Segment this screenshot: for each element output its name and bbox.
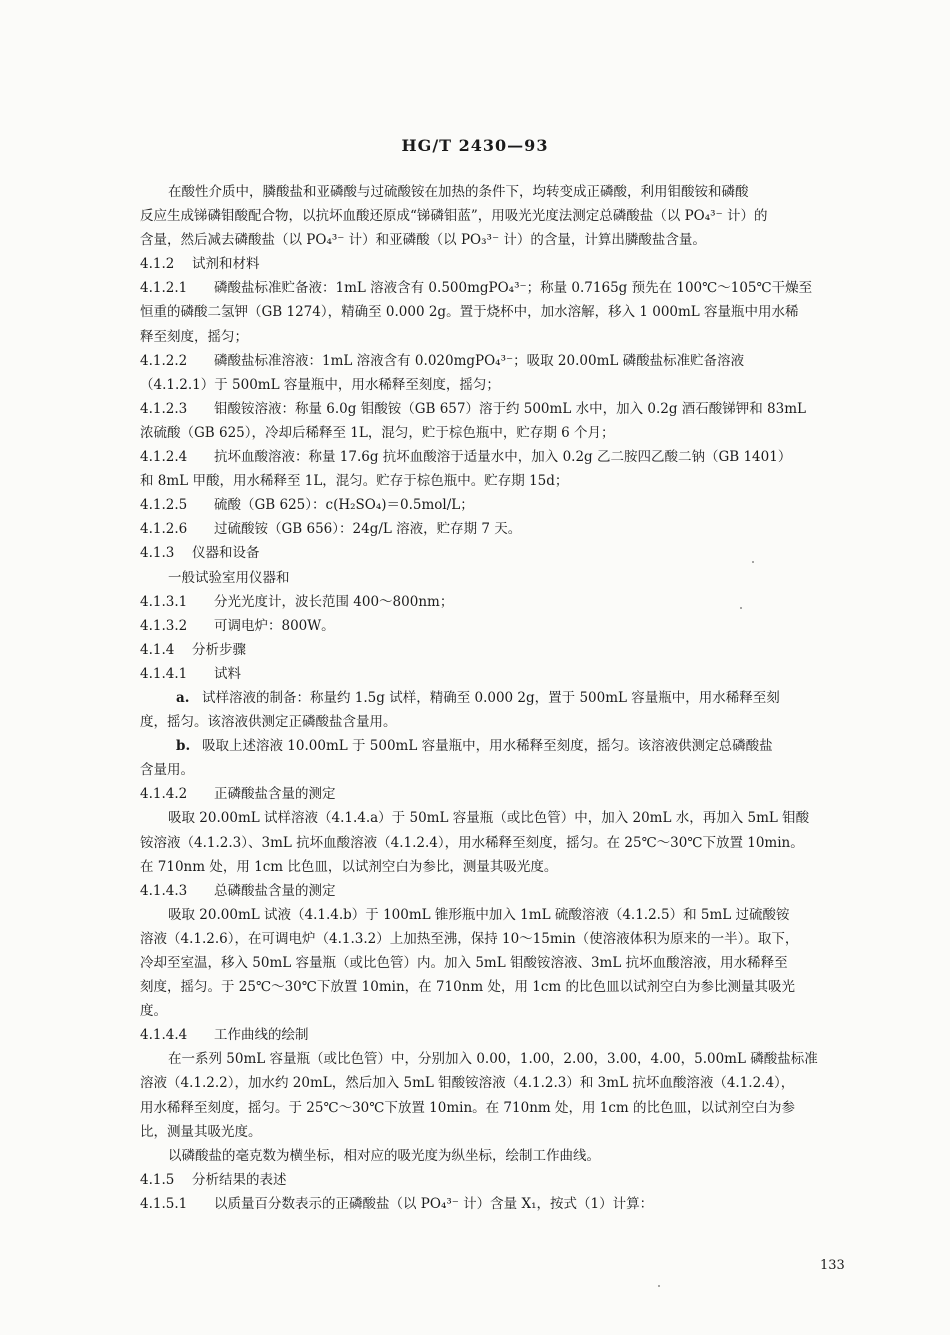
clause-line: 含量用。 bbox=[140, 762, 194, 779]
clause-line bbox=[140, 590, 862, 614]
clause-line bbox=[140, 517, 862, 541]
clause-number: 4.1.2.6 bbox=[140, 521, 188, 538]
list-item-b bbox=[140, 734, 862, 758]
clause-line: 浓硫酸（GB 625），冷却后稀释至 1L，混匀，贮于棕色瓶中，贮存期 6 个月； bbox=[140, 424, 615, 441]
clause-line: 度。 bbox=[140, 1003, 167, 1020]
clause-line: 比，测量其吸光度。 bbox=[140, 1123, 262, 1140]
clause-line: 度，摇匀。该溶液供测定正磷酸盐含量用。 bbox=[140, 714, 397, 731]
list-text: 吸取上述溶液 10.00mL 于 500mL 容量瓶中，用水稀释至刻度，摇匀。该溶液供测定总磷酸盐 bbox=[202, 738, 773, 755]
clause-line: 用水稀释至刻度，摇匀。于 25℃～30℃下放置 10min。在 710nm 处，用 1cm 的比色皿，以试剂空白为参 bbox=[140, 1099, 796, 1116]
clause-number: 4.1.2.3 bbox=[140, 400, 188, 417]
clause-text: 磷酸盐标准溶液：1mL 溶液含有 0.020mgPO₄³⁻；吸取 20.00mL 磷酸盐标准贮备溶液 bbox=[214, 352, 745, 369]
intro-line: 含量，然后减去磷酸盐（以 PO₄³⁻ 计）和亚磷酸（以 PO₃³⁻ 计）的含量，计算出膦酸盐含量。 bbox=[140, 232, 706, 249]
clause-text: 可调电炉：800W。 bbox=[214, 617, 335, 634]
section-number: 4.1.5 bbox=[140, 1171, 175, 1188]
section-heading bbox=[140, 638, 862, 662]
page-number: 133 bbox=[820, 1258, 845, 1273]
clause-line: 溶液（4.1.2.6），在可调电炉（4.1.3.2）上加热至沸，保持 10～15min（使溶液体积为原来的一半）。取下， bbox=[140, 930, 799, 947]
clause-title: 试料 bbox=[214, 665, 241, 682]
clause-number: 4.1.2.2 bbox=[140, 352, 188, 369]
clause-line: 在 710nm 处，用 1cm 比色皿，以试剂空白为参比，测量其吸光度。 bbox=[140, 858, 558, 875]
clause-line: 释至刻度，摇匀； bbox=[140, 328, 248, 345]
clause-line: 吸取 20.00mL 试样溶液（4.1.4.a）于 50mL 容量瓶（或比色管）中，加入 20mL 水，再加入 5mL 钼酸 bbox=[168, 810, 810, 827]
section-number: 4.1.4 bbox=[140, 641, 175, 658]
clause-line: 铵溶液（4.1.2.3）、3mL 抗坏血酸溶液（4.1.2.4），用水稀释至刻度，摇匀。在 25℃～30℃下放置 10min。 bbox=[140, 834, 804, 851]
scan-speck bbox=[740, 607, 742, 609]
clause-line bbox=[140, 445, 862, 469]
section-title: 分析步骤 bbox=[192, 641, 246, 658]
clause-line: 一般试验室用仪器和 bbox=[168, 569, 290, 586]
section-title: 试剂和材料 bbox=[192, 256, 260, 273]
section-title: 分析结果的表述 bbox=[192, 1171, 287, 1188]
clause-line bbox=[140, 276, 862, 300]
list-item-a bbox=[140, 686, 862, 710]
section-heading bbox=[140, 1168, 862, 1192]
clause-line bbox=[140, 349, 862, 373]
clause-title: 正磷酸盐含量的测定 bbox=[214, 786, 336, 803]
clause-number: 4.1.5.1 bbox=[140, 1195, 188, 1212]
clause-text: 以质量百分数表示的正磷酸盐（以 PO₄³⁻ 计）含量 X₁，按式（1）计算： bbox=[214, 1195, 654, 1212]
section-heading bbox=[140, 252, 862, 276]
clause-line: 恒重的磷酸二氢钾（GB 1274），精确至 0.000 2g。置于烧杯中，加水溶解，移入 1 000mL 容量瓶中用水稀 bbox=[140, 304, 799, 321]
clause-number: 4.1.2.1 bbox=[140, 280, 188, 297]
standard-code-header: HG/T 2430—93 bbox=[401, 136, 549, 155]
clause-line bbox=[140, 397, 862, 421]
clause-number: 4.1.2.4 bbox=[140, 449, 188, 466]
subsection-heading bbox=[140, 782, 862, 806]
clause-title: 工作曲线的绘制 bbox=[214, 1027, 309, 1044]
clause-text: 硫酸（GB 625）：c(H₂SO₄)＝0.5mol/L； bbox=[214, 497, 474, 514]
scan-speck bbox=[658, 1285, 660, 1287]
section-number: 4.1.3 bbox=[140, 545, 175, 562]
list-label: b. bbox=[176, 738, 191, 755]
clause-text: 钼酸铵溶液：称量 6.0g 钼酸铵（GB 657）溶于约 500mL 水中，加入 0.2g 酒石酸锑钾和 83mL bbox=[214, 400, 807, 417]
clause-line bbox=[140, 493, 862, 517]
clause-text: 磷酸盐标准贮备液：1mL 溶液含有 0.500mgPO₄³⁻；称量 0.7165g 预先在 100℃～105℃干燥至 bbox=[214, 280, 813, 297]
clause-text: 抗坏血酸溶液：称量 17.6g 抗坏血酸溶于适量水中，加入 0.2g 乙二胺四乙酸二钠（GB 1401） bbox=[214, 449, 792, 466]
clause-text: 过硫酸铵（GB 656）：24g/L 溶液，贮存期 7 天。 bbox=[214, 521, 522, 538]
section-title: 仪器和设备 bbox=[192, 545, 260, 562]
clause-text: 分光光度计，波长范围 400～800nm； bbox=[214, 593, 454, 610]
clause-number: 4.1.4.4 bbox=[140, 1027, 188, 1044]
clause-number: 4.1.3.1 bbox=[140, 593, 188, 610]
clause-number: 4.1.4.3 bbox=[140, 882, 188, 899]
clause-number: 4.1.4.2 bbox=[140, 786, 188, 803]
clause-number: 4.1.3.2 bbox=[140, 617, 188, 634]
clause-line: 和 8mL 甲酸，用水稀释至 1L，混匀。贮存于棕色瓶中。贮存期 15d； bbox=[140, 473, 569, 490]
subsection-heading bbox=[140, 1023, 862, 1047]
clause-number: 4.1.2.5 bbox=[140, 497, 188, 514]
subsection-heading bbox=[140, 879, 862, 903]
clause-line: 刻度，摇匀。于 25℃～30℃下放置 10min，在 710nm 处，用 1cm 的比色皿以试剂空白为参比测量其吸光 bbox=[140, 979, 796, 996]
clause-line: 在一系列 50mL 容量瓶（或比色管）中，分别加入 0.00，1.00，2.00，3.00，4.00，5.00mL 磷酸盐标准 bbox=[168, 1051, 818, 1068]
clause-line bbox=[140, 614, 862, 638]
section-number: 4.1.2 bbox=[140, 256, 175, 273]
clause-title: 总磷酸盐含量的测定 bbox=[214, 882, 336, 899]
clause-line bbox=[140, 1192, 862, 1216]
clause-line: 冷却至室温，移入 50mL 容量瓶（或比色管）内。加入 5mL 钼酸铵溶液、3mL 抗坏血酸溶液，用水稀释至 bbox=[140, 955, 788, 971]
clause-line: 溶液（4.1.2.2），加水约 20mL，然后加入 5mL 钼酸铵溶液（4.1.2.3）和 3mL 抗坏血酸溶液（4.1.2.4）， bbox=[140, 1075, 795, 1092]
scan-speck bbox=[752, 561, 754, 563]
clause-line: 吸取 20.00mL 试液（4.1.4.b）于 100mL 锥形瓶中加入 1mL 硫酸溶液（4.1.2.5）和 5mL 过硫酸铵 bbox=[168, 906, 790, 923]
subsection-heading bbox=[140, 662, 862, 686]
list-text: 试样溶液的制备：称量约 1.5g 试样，精确至 0.000 2g，置于 500mL 容量瓶中，用水稀释至刻 bbox=[202, 689, 780, 706]
clause-number: 4.1.4.1 bbox=[140, 665, 188, 682]
intro-line: 在酸性介质中，膦酸盐和亚磷酸与过硫酸铵在加热的条件下，均转变成正磷酸，利用钼酸铵和磷酸 bbox=[168, 184, 749, 200]
list-label: a. bbox=[176, 689, 190, 706]
document-body bbox=[140, 180, 862, 1216]
clause-line: 以磷酸盐的毫克数为横坐标，相对应的吸光度为纵坐标，绘制工作曲线。 bbox=[168, 1147, 600, 1164]
intro-line: 反应生成锑磷钼酸配合物，以抗坏血酸还原成“锑磷钼蓝”，用吸光光度法测定总磷酸盐（以 PO₄³⁻ 计）的 bbox=[140, 208, 768, 225]
clause-line: （4.1.2.1）于 500mL 容量瓶中，用水稀释至刻度，摇匀； bbox=[140, 376, 500, 393]
